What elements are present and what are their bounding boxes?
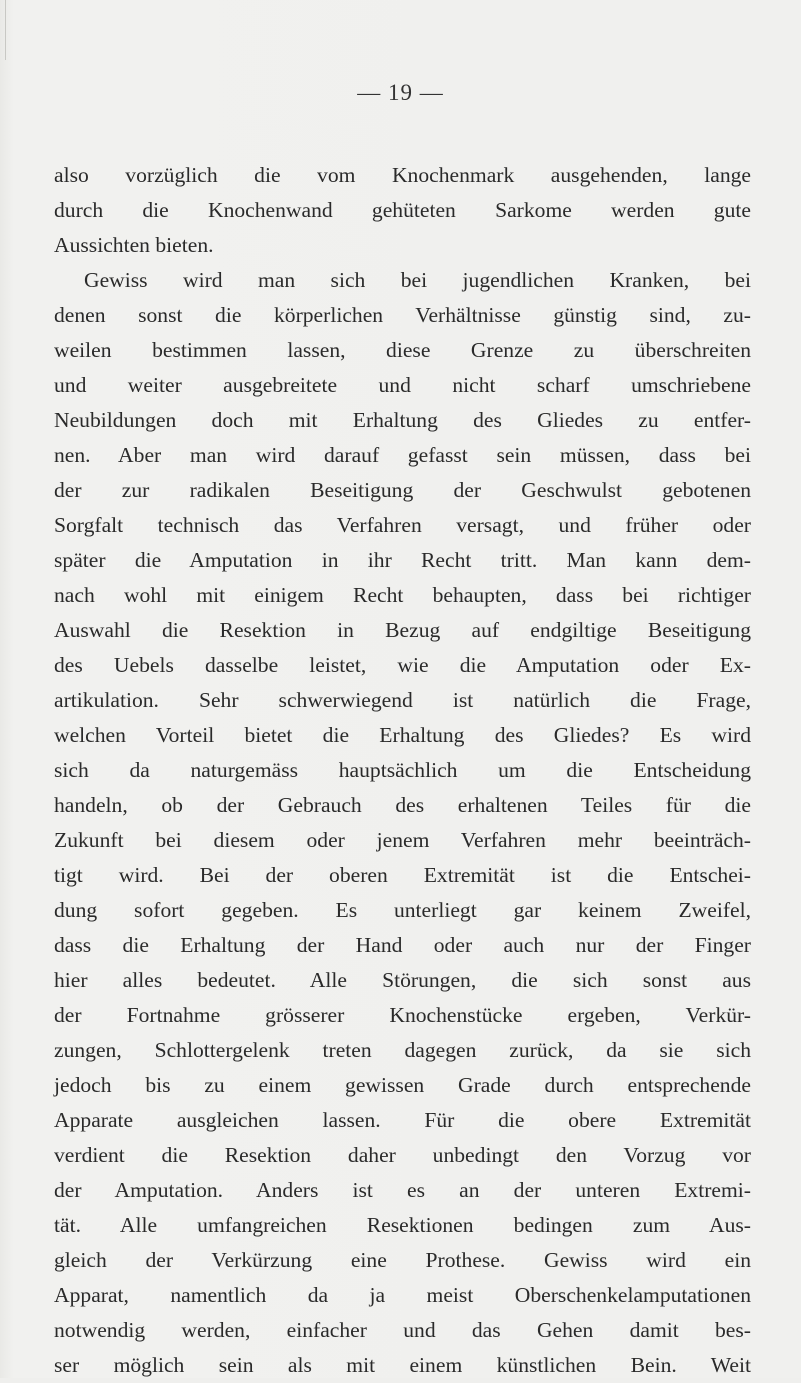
text-line: dass die Erhaltung der Hand oder auch nur der Finger bbox=[54, 933, 751, 957]
page-edge-line bbox=[5, 0, 6, 60]
text-line: tät. Alle umfangreichen Resektionen bedingen zum Aus- bbox=[54, 1213, 751, 1237]
text-line: zungen, Schlottergelenk treten dagegen zurück, da sie sich bbox=[54, 1038, 751, 1062]
text-line: des Uebels dasselbe leistet, wie die Amputation oder Ex- bbox=[54, 653, 751, 677]
text-line: der Fortnahme grösserer Knochenstücke ergeben, Verkür- bbox=[54, 1003, 751, 1027]
text-line: dung sofort gegeben. Es unterliegt gar keinem Zweifel, bbox=[54, 898, 751, 922]
text-line: hier alles bedeutet. Alle Störungen, die sich sonst aus bbox=[54, 968, 751, 992]
text-line: ser möglich sein als mit einem künstlichen Bein. Weit bbox=[54, 1353, 751, 1377]
text-line: notwendig werden, einfacher und das Gehen damit bes- bbox=[54, 1318, 751, 1342]
text-line: nen. Aber man wird darauf gefasst sein müssen, dass bei bbox=[54, 443, 751, 467]
text-line: artikulation. Sehr schwerwiegend ist natürlich die Frage, bbox=[54, 688, 751, 712]
body-text bbox=[54, 158, 751, 1383]
text-line: und weiter ausgebreitete und nicht scharf umschriebene bbox=[54, 373, 751, 397]
text-line: Aussichten bieten. bbox=[54, 233, 214, 257]
text-line: handeln, ob der Gebrauch des erhaltenen Teiles für die bbox=[54, 793, 751, 817]
text-line: Sorgfalt technisch das Verfahren versagt, und früher oder bbox=[54, 513, 751, 537]
text-line: nach wohl mit einigem Recht behaupten, dass bei richtiger bbox=[54, 583, 751, 607]
text-line: Apparate ausgleichen lassen. Für die obere Extremität bbox=[54, 1108, 751, 1132]
text-line: später die Amputation in ihr Recht tritt. Man kann dem- bbox=[54, 548, 751, 572]
text-line: sich da naturgemäss hauptsächlich um die Entscheidung bbox=[54, 758, 751, 782]
text-line: welchen Vorteil bietet die Erhaltung des Gliedes? Es wird bbox=[54, 723, 751, 747]
text-line: Auswahl die Resektion in Bezug auf endgiltige Beseitigung bbox=[54, 618, 751, 642]
text-line: Gewiss wird man sich bei jugendlichen Kranken, bei bbox=[84, 268, 751, 292]
text-line: Zukunft bei diesem oder jenem Verfahren mehr beeinträch- bbox=[54, 828, 751, 852]
text-line: weilen bestimmen lassen, diese Grenze zu überschreiten bbox=[54, 338, 751, 362]
text-line: also vorzüglich die vom Knochenmark ausgehenden, lange bbox=[54, 163, 751, 187]
text-line: durch die Knochenwand gehüteten Sarkome werden gute bbox=[54, 198, 751, 222]
text-line: verdient die Resektion daher unbedingt den Vorzug vor bbox=[54, 1143, 751, 1167]
text-line: Neubildungen doch mit Erhaltung des Gliedes zu entfer- bbox=[54, 408, 751, 432]
text-line: jedoch bis zu einem gewissen Grade durch entsprechende bbox=[54, 1073, 751, 1097]
text-line: der Amputation. Anders ist es an der unteren Extremi- bbox=[54, 1178, 751, 1202]
text-line: Apparat, namentlich da ja meist Oberschenkelamputationen bbox=[54, 1283, 751, 1307]
page-number: — 19 — bbox=[357, 80, 444, 105]
text-line: gleich der Verkürzung eine Prothese. Gewiss wird ein bbox=[54, 1248, 751, 1272]
text-line: der zur radikalen Beseitigung der Geschwulst gebotenen bbox=[54, 478, 751, 502]
text-line: tigt wird. Bei der oberen Extremität ist die Entschei- bbox=[54, 863, 751, 887]
text-line: denen sonst die körperlichen Verhältnisse günstig sind, zu- bbox=[54, 303, 751, 327]
